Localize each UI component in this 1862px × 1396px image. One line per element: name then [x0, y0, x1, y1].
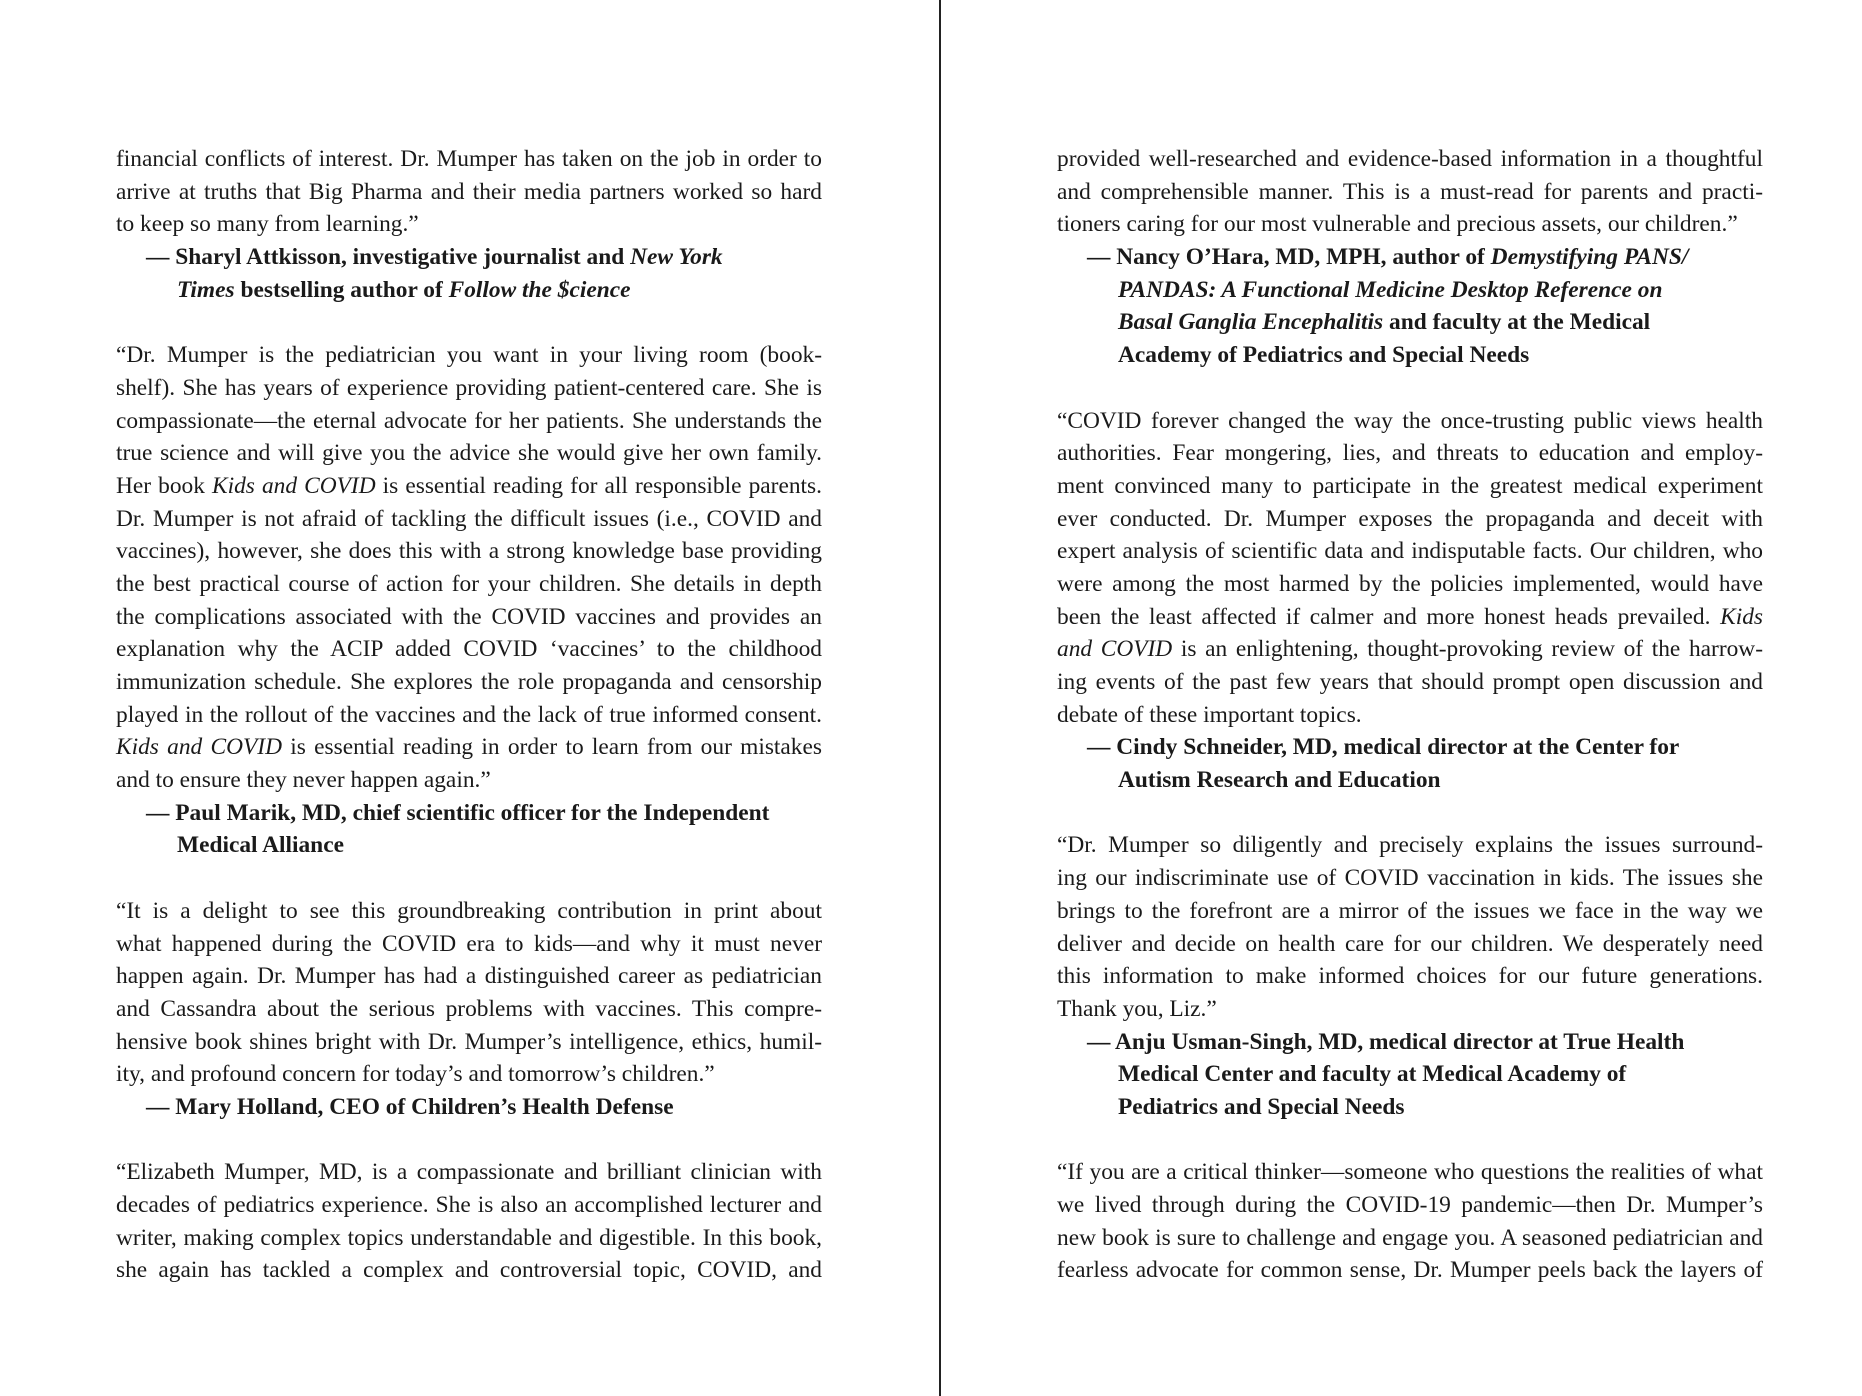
text-line: deliver and decide on health care for our children. We desperately need — [1057, 930, 1763, 957]
page-divider — [939, 0, 941, 1396]
text-line: “It is a delight to see this groundbreaking contribution in print about — [116, 897, 822, 924]
left-page — [116, 143, 822, 1287]
text-line: ing our indiscriminate use of COVID vaccination in kids. The issues she — [1057, 865, 1763, 892]
text-line: “Dr. Mumper so diligently and precisely explains the issues surround- — [1057, 832, 1763, 859]
text-line: true science and will give you the advice she would give her own family. — [116, 440, 822, 467]
text-line: were among the most harmed by the policies implemented, would have — [1057, 570, 1763, 597]
text-line: she again has tackled a complex and controversial topic, COVID, and — [116, 1257, 822, 1284]
text-line: decades of pediatrics experience. She is also an accomplished lecturer and — [116, 1192, 822, 1218]
text-line: authorities. Fear mongering, lies, and threats to education and employ- — [1057, 440, 1763, 467]
text-line: writer, making complex topics understandable and digestible. In this book, — [116, 1224, 822, 1251]
attribution-line: Basal Ganglia Encephalitis and faculty at the Medical — [1118, 309, 1651, 336]
paragraph-gap — [116, 862, 822, 895]
attribution-line: Medical Alliance — [177, 832, 344, 859]
text-line: “Dr. Mumper is the pediatrician you want in your living room (book- — [116, 342, 822, 369]
attribution-line: Academy of Pediatrics and Special Needs — [1118, 342, 1530, 369]
attribution-line: — Paul Marik, MD, chief scientific officer for the Independent — [146, 799, 770, 826]
text-line: “If you are a critical thinker—someone who questions the realities of what — [1057, 1159, 1763, 1186]
text-line: hensive book shines bright with Dr. Mumper’s intelligence, ethics, humil- — [116, 1028, 822, 1055]
attribution-line: PANDAS: A Functional Medicine Desktop Reference on — [1118, 276, 1663, 303]
paragraph-gap — [1057, 1124, 1763, 1157]
text-line: ing events of the past few years that should prompt open discussion and — [1057, 669, 1763, 695]
attribution-line: — Mary Holland, CEO of Children’s Health Defense — [146, 1093, 674, 1120]
text-line: ity, and profound concern for today’s and tomorrow’s children.” — [116, 1061, 715, 1088]
attribution-line: — Anju Usman-Singh, MD, medical director at True Health — [1087, 1028, 1685, 1055]
text-line: to keep so many from learning.” — [116, 211, 419, 238]
text-line: explanation why the ACIP added COVID ‘vaccines’ to the childhood — [116, 636, 822, 663]
text-line: debate of these important topics. — [1057, 701, 1362, 728]
right-page — [1057, 143, 1763, 1287]
text-line: compassionate—the eternal advocate for her patients. She understands the — [116, 407, 822, 434]
attribution-line: Autism Research and Education — [1118, 767, 1441, 794]
text-line: provided well-researched and evidence-based information in a thoughtful — [1057, 146, 1763, 172]
text-line: “COVID forever changed the way the once-trusting public views health — [1057, 407, 1763, 434]
text-line: this information to make informed choices for our future generations. — [1057, 963, 1763, 990]
text-line: happen again. Dr. Mumper has had a distinguished career as pediatrician — [116, 963, 822, 990]
text-line: shelf). She has years of experience providing patient-centered care. She is — [116, 374, 822, 401]
text-line: Kids and COVID is essential reading in order to learn from our mistakes — [116, 734, 822, 761]
text-line: brings to the forefront are a mirror of the issues we face in the way we — [1057, 897, 1763, 924]
attribution-line: Pediatrics and Special Needs — [1118, 1093, 1405, 1120]
attribution-line: Times bestselling author of Follow the $cience — [177, 276, 631, 303]
text-line: and COVID is an enlightening, thought-provoking review of the harrow- — [1057, 636, 1763, 663]
text-line: tioners caring for our most vulnerable and precious assets, our children.” — [1057, 211, 1738, 238]
text-line: Dr. Mumper is not afraid of tackling the difficult issues (i.e., COVID and — [116, 505, 822, 532]
text-line: expert analysis of scientific data and indisputable facts. Our children, who — [1057, 538, 1763, 565]
attribution-line: — Sharyl Attkisson, investigative journalist and New York — [146, 244, 723, 271]
attribution-line: — Cindy Schneider, MD, medical director at the Center for — [1087, 734, 1680, 761]
paragraph-gap — [116, 306, 822, 339]
text-line: ment convinced many to participate in the greatest medical experiment — [1057, 472, 1763, 499]
text-line: and comprehensible manner. This is a must-read for parents and practi- — [1057, 178, 1763, 205]
attribution-line: Medical Center and faculty at Medical Academy of — [1118, 1061, 1627, 1088]
paragraph-gap — [116, 1124, 822, 1157]
paragraph-gap — [1057, 797, 1763, 830]
text-line: the best practical course of action for your children. She details in depth — [116, 570, 822, 597]
text-line: Thank you, Liz.” — [1057, 995, 1217, 1022]
text-line: the complications associated with the COVID vaccines and provides an — [116, 603, 822, 630]
text-line: immunization schedule. She explores the role propaganda and censorship — [116, 669, 822, 695]
text-line: fearless advocate for common sense, Dr. Mumper peels back the layers of — [1057, 1257, 1763, 1284]
text-line: and Cassandra about the serious problems with vaccines. This compre- — [116, 995, 822, 1022]
text-line: financial conflicts of interest. Dr. Mumper has taken on the job in order to — [116, 146, 822, 172]
text-line: what happened during the COVID era to kids—and why it must never — [116, 930, 822, 957]
text-line: ever conducted. Dr. Mumper exposes the propaganda and deceit with — [1057, 505, 1763, 532]
text-line: been the least affected if calmer and more honest heads prevailed. Kids — [1057, 603, 1763, 630]
attribution-line: — Nancy O’Hara, MD, MPH, author of Demystifying PANS/ — [1087, 244, 1689, 271]
text-line: arrive at truths that Big Pharma and their media partners worked so hard — [116, 178, 822, 205]
text-line: Her book Kids and COVID is essential reading for all responsible parents. — [116, 472, 822, 499]
text-line: we lived through during the COVID-19 pandemic—then Dr. Mumper’s — [1057, 1192, 1763, 1218]
text-line: vaccines), however, she does this with a strong knowledge base providing — [116, 538, 822, 565]
text-line: new book is sure to challenge and engage you. A seasoned pediatrician and — [1057, 1224, 1763, 1251]
paragraph-gap — [1057, 372, 1763, 405]
text-line: played in the rollout of the vaccines and the lack of true informed consent. — [116, 701, 822, 728]
text-line: “Elizabeth Mumper, MD, is a compassionate and brilliant clinician with — [116, 1159, 822, 1186]
text-line: and to ensure they never happen again.” — [116, 767, 491, 794]
